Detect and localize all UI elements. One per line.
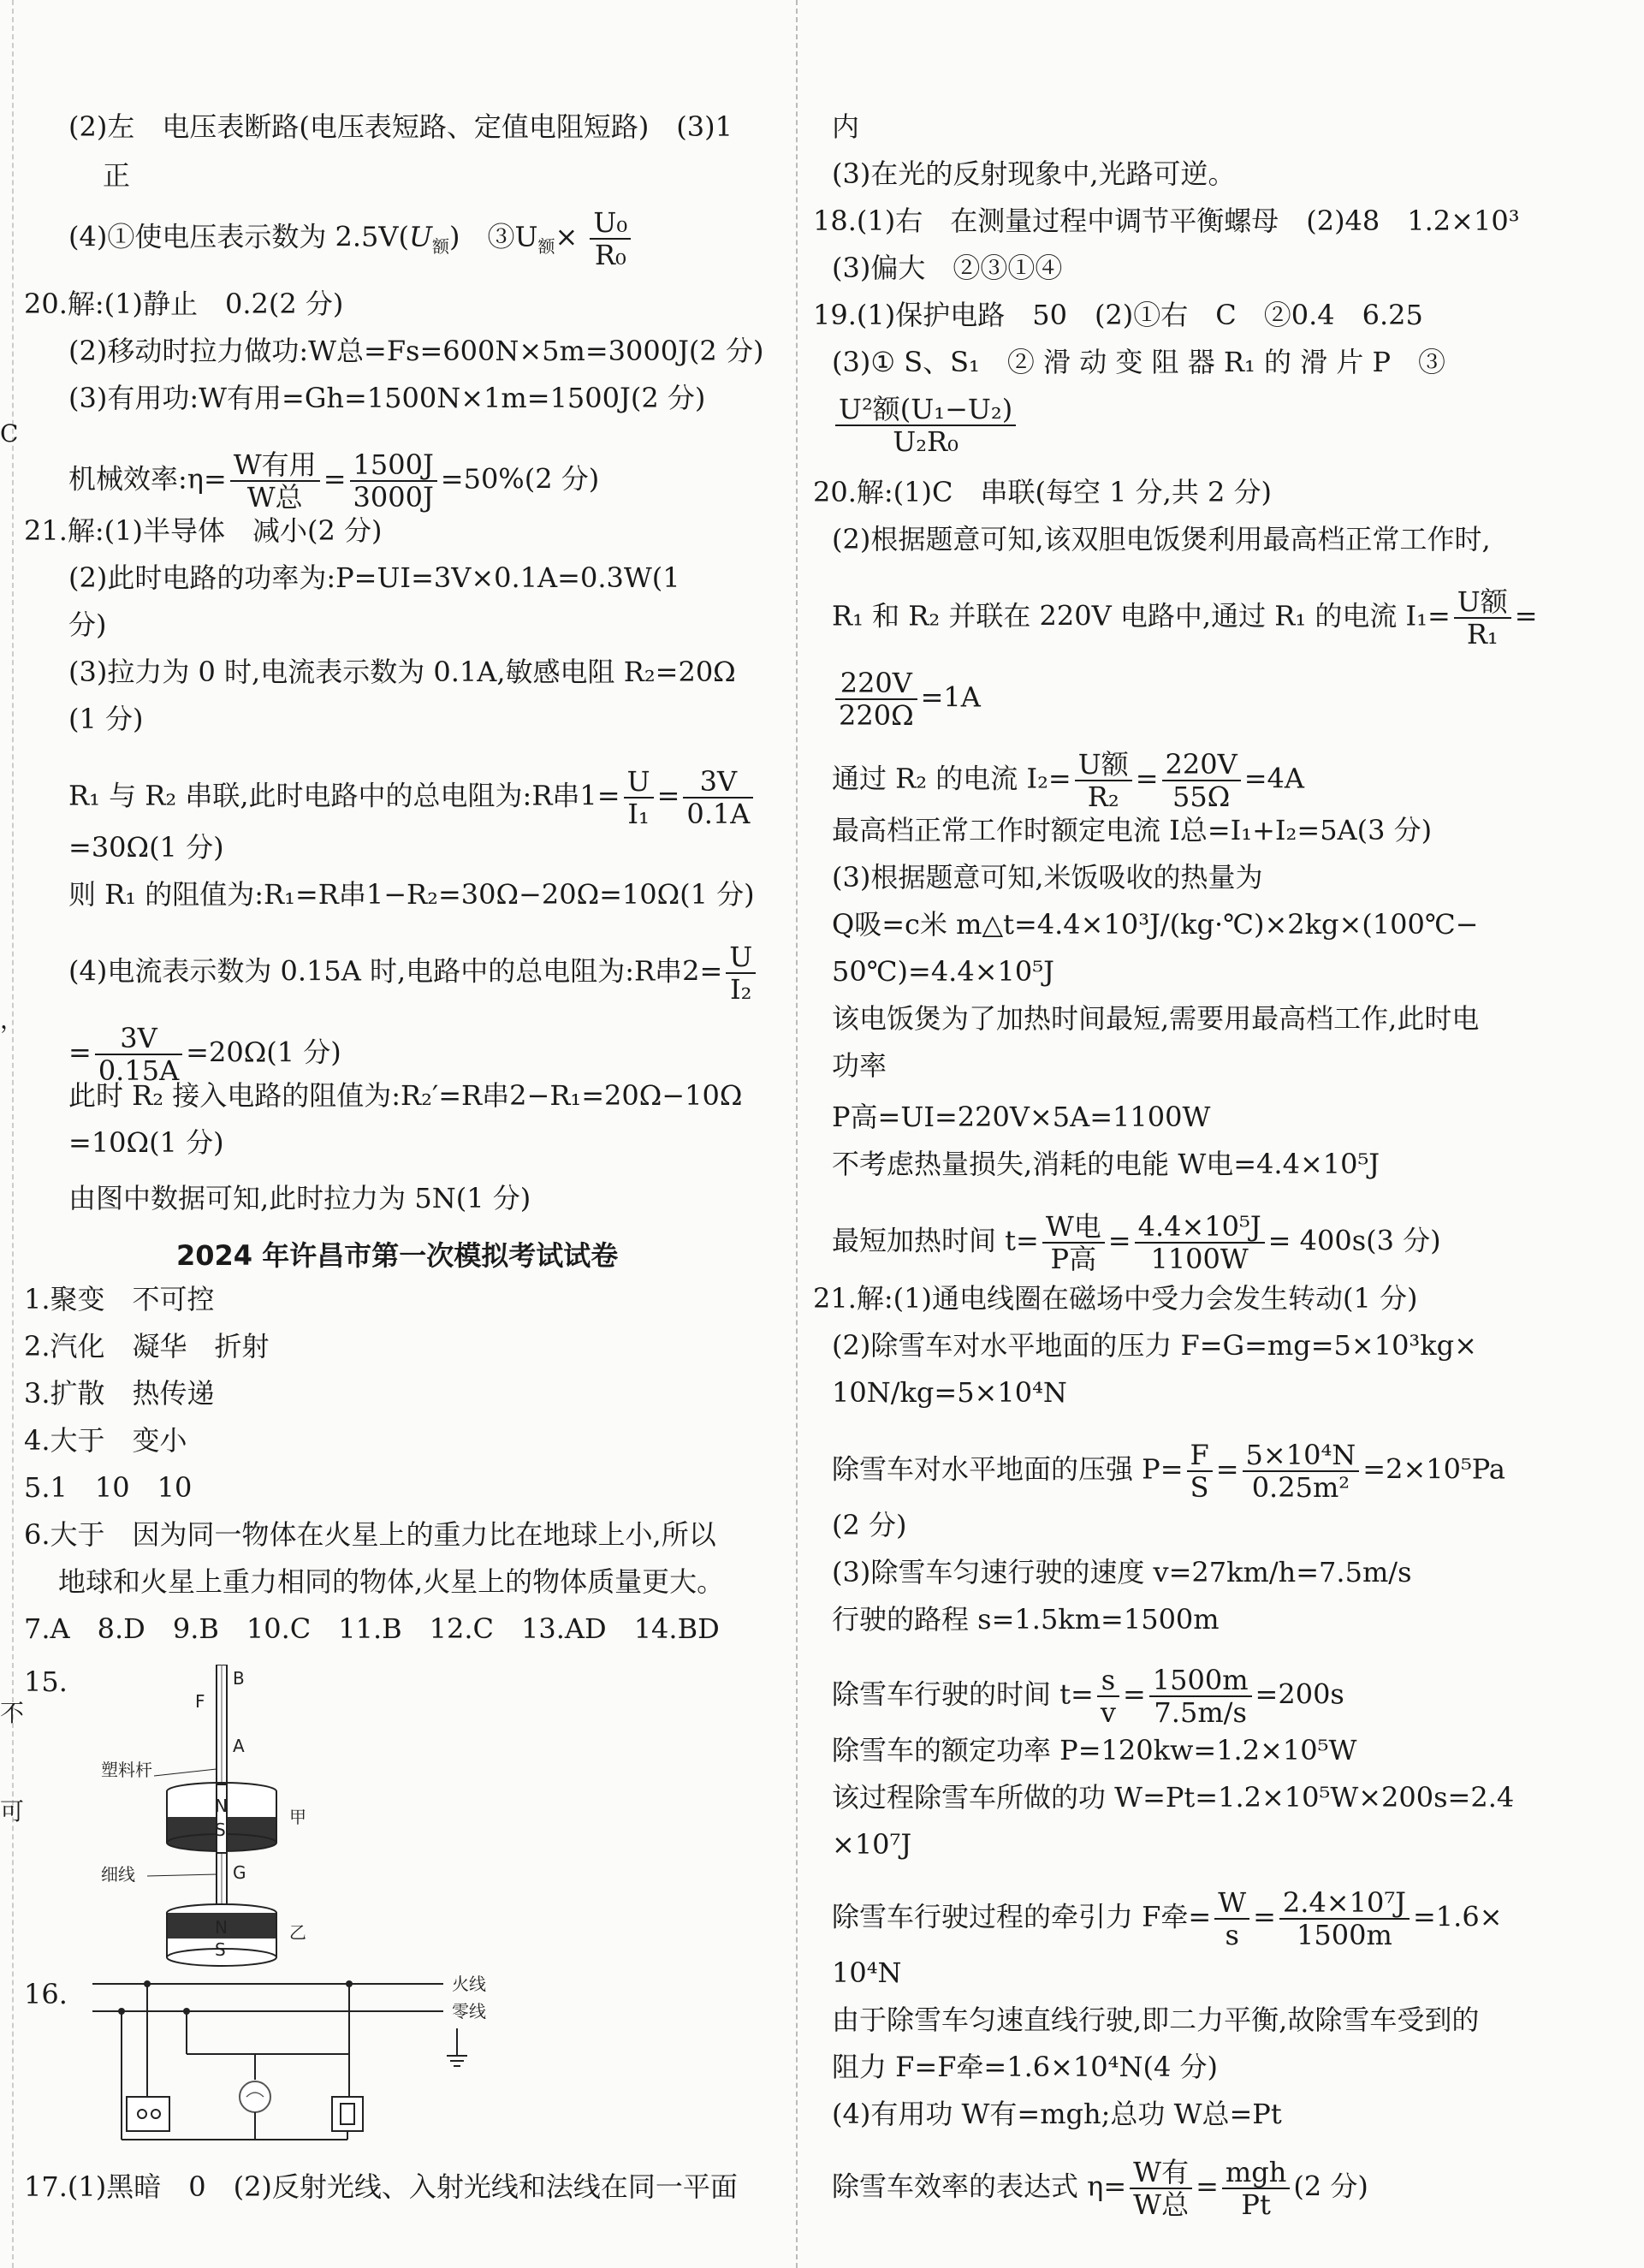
fraction	[1042, 1211, 1105, 1274]
denominator: I₂	[730, 973, 752, 1006]
text-line: (3)有用功:W有用=Gh=1500N×1m=1500J(2 分)	[68, 382, 706, 414]
text: =	[1135, 762, 1159, 795]
denominator: s	[1225, 1919, 1239, 1951]
text: 额	[537, 235, 555, 257]
text-line: (2 分)	[832, 1509, 907, 1541]
text-line: 地球和火星上重力相同的物体,火星上的物体质量更大。	[58, 1565, 725, 1598]
text: 额	[431, 235, 449, 257]
denominator: v	[1100, 1696, 1116, 1729]
text: ×	[555, 220, 579, 253]
text: (4)电流表示数为 0.15A 时,电路中的总电阻为:R串2=	[68, 954, 723, 988]
denominator: W总	[246, 481, 303, 514]
text-line: 由于除雪车匀速直线行驶,即二力平衡,故除雪车受到的	[832, 2004, 1480, 2036]
numerator: 4.4×10⁵J	[1135, 1211, 1265, 1244]
text: =	[1514, 599, 1538, 632]
fraction	[350, 449, 437, 513]
numerator: W电	[1042, 1211, 1105, 1244]
numerator: 1500m	[1149, 1665, 1252, 1697]
text-line	[813, 1211, 1441, 1274]
text-line	[813, 1440, 1505, 1503]
text: = 400s(3 分)	[1267, 1224, 1441, 1257]
text-line: Q吸=c米 m△t=4.4×10³J/(kg·℃)×2kg×(100℃−	[832, 908, 1479, 941]
numerator: U额	[1075, 749, 1132, 781]
denominator: S	[1190, 1471, 1209, 1504]
junction	[346, 1980, 353, 1987]
text: =1.6×	[1412, 1900, 1503, 1933]
text-line: 内	[832, 110, 860, 143]
fraction	[835, 668, 917, 731]
edge-mark: C	[0, 419, 19, 448]
numerator: U²额(U₁−U₂)	[835, 394, 1016, 426]
edge-mark: 可	[0, 1797, 25, 1826]
text: =	[68, 1036, 92, 1069]
denominator: I₁	[627, 798, 650, 830]
text-line: 最高档正常工作时额定电流 I总=I₁+I₂=5A(3 分)	[832, 814, 1433, 846]
denominator: 1500m	[1297, 1919, 1392, 1951]
text: 机械效率:η=	[68, 462, 227, 496]
numerator: 2.4×10⁷J	[1279, 1887, 1410, 1920]
label-yi: 乙	[289, 1922, 306, 1943]
fraction	[683, 766, 753, 829]
text: 除雪车行驶过程的牵引力 F牵=	[832, 1900, 1212, 1933]
junction	[183, 2008, 190, 2015]
denominator: R₂	[1087, 781, 1119, 813]
text-line: =30Ω(1 分)	[68, 831, 224, 864]
text: 除雪车对水平地面的压强 P=	[832, 1452, 1184, 1486]
text-line	[813, 668, 981, 731]
text: =200s	[1255, 1677, 1344, 1711]
denominator: 0.15A	[98, 1054, 180, 1087]
text-line: (2)根据题意可知,该双胆电饭煲利用最高档正常工作时,	[832, 523, 1491, 555]
text: =	[1107, 1224, 1131, 1257]
text-line: 17.(1)黑暗 0 (2)反射光线、入射光线和法线在同一平面	[24, 2170, 738, 2203]
text: 通过 R₂ 的电流 I₂=	[832, 762, 1071, 795]
text-line: (3)① S、S₁ ② 滑 动 变 阻 器 R₁ 的 滑 片 P ③	[832, 346, 1446, 378]
text: =50%(2 分)	[440, 462, 600, 496]
label-live-wire: 火线	[452, 1974, 486, 1994]
fraction	[95, 1023, 182, 1086]
text-line: 由图中数据可知,此时拉力为 5N(1 分)	[68, 1182, 531, 1214]
figure-16-household-circuit	[75, 1968, 537, 2174]
fraction	[726, 941, 756, 1005]
label-thread: 细线	[101, 1864, 135, 1885]
text-line: 行驶的路程 s=1.5km=1500m	[832, 1603, 1220, 1636]
text-line: 20.解:(1)C 串联(每空 1 分,共 2 分)	[813, 476, 1273, 508]
denominator: 55Ω	[1172, 781, 1231, 813]
text-line: 4.大于 变小	[24, 1424, 187, 1457]
figure-15-magnets	[75, 1665, 332, 1973]
text-line: (3)在光的反射现象中,光路可逆。	[832, 157, 1236, 190]
numerator: W有	[1130, 2157, 1192, 2189]
text-line: 21.解:(1)半导体 减小(2 分)	[24, 514, 383, 547]
text-line: 不考虑热量损失,消耗的电能 W电=4.4×10⁵J	[832, 1148, 1380, 1180]
text-line: (2)此时电路的功率为:P=UI=3V×0.1A=0.3W(1	[68, 561, 680, 594]
edge-mark: 不	[0, 1699, 25, 1727]
fraction	[1130, 2157, 1192, 2220]
text-line: P高=UI=220V×5A=1100W	[832, 1101, 1211, 1133]
switch-toggle	[341, 2104, 354, 2124]
denominator: W总	[1133, 2188, 1190, 2221]
text-line: =10Ω(1 分)	[68, 1126, 224, 1159]
rod-through	[217, 1784, 227, 1853]
numerator: 5×10⁴N	[1243, 1440, 1360, 1472]
text-line: (2)左 电压表断路(电压表短路、定值电阻短路) (3)1	[68, 110, 733, 143]
section-title: 2024 年许昌市第一次模拟考试试卷	[176, 1239, 619, 1272]
junction	[144, 1980, 151, 1987]
text-line: (2)除雪车对水平地面的压力 F=G=mg=5×10³kg×	[832, 1329, 1477, 1362]
text-line	[24, 449, 599, 513]
binding-edge-line	[12, 0, 14, 2268]
text-line: 21.解:(1)通电线圈在磁场中受力会发生转动(1 分)	[813, 1282, 1418, 1315]
text-line: ×10⁷J	[832, 1828, 912, 1861]
text-line	[813, 2157, 1368, 2220]
text-line: 正	[103, 159, 131, 192]
text-line: 18.(1)右 在测量过程中调节平衡螺母 (2)48 1.2×10³	[813, 205, 1520, 237]
text-line: 功率	[832, 1049, 887, 1082]
text-line: 5.1 10 10	[24, 1471, 193, 1504]
text-line: 1.聚变 不可控	[24, 1283, 215, 1315]
text-line: 50℃)=4.4×10⁵J	[832, 955, 1054, 988]
text-line: 6.大于 因为同一物体在火星上的重力比在地球上小,所以	[24, 1518, 716, 1551]
text: ) ③U	[448, 220, 538, 253]
fraction	[1097, 1665, 1119, 1728]
text-line	[813, 394, 1019, 457]
edge-mark: ，	[0, 1006, 25, 1034]
text: R₁ 与 R₂ 串联,此时电路中的总电阻为:R串1=	[68, 779, 620, 812]
denominator: 3000J	[353, 481, 434, 514]
denominator: R₀	[594, 239, 626, 271]
text-line	[24, 1023, 341, 1086]
numerator: 1500J	[350, 449, 437, 482]
text-line: 19.(1)保护电路 50 (2)①右 C ②0.4 6.25	[813, 299, 1423, 331]
text-line: 此时 R₂ 接入电路的阻值为:R₂′=R串2−R₁=20Ω−10Ω	[68, 1079, 743, 1112]
fraction	[1187, 1440, 1213, 1503]
label-G: G	[233, 1862, 246, 1883]
text: (2 分)	[1293, 2170, 1368, 2203]
denominator: 0.1A	[686, 798, 751, 830]
text: =	[1215, 1452, 1239, 1486]
fraction	[1149, 1665, 1252, 1728]
denominator: 0.25m²	[1251, 1471, 1350, 1504]
denominator: U₂R₀	[893, 425, 959, 458]
fraction	[1162, 749, 1241, 812]
text-line	[24, 766, 757, 829]
pole-N: N	[215, 1917, 228, 1938]
text-line: 阻力 F=F牵=1.6×10⁴N(4 分)	[832, 2051, 1218, 2083]
text-line: (3)除雪车匀速行驶的速度 v=27km/h=7.5m/s	[832, 1556, 1412, 1588]
denominator: 7.5m/s	[1154, 1696, 1247, 1729]
text-line: 20.解:(1)静止 0.2(2 分)	[24, 288, 344, 320]
text: 最短加热时间 t=	[832, 1224, 1039, 1257]
pole-S: S	[215, 1939, 226, 1960]
text-line: 则 R₁ 的阻值为:R₁=R串1−R₂=30Ω−20Ω=10Ω(1 分)	[68, 878, 755, 911]
text-line: 除雪车的额定功率 P=120kw=1.2×10⁵W	[832, 1734, 1357, 1766]
column-divider	[796, 0, 798, 2268]
pole-S: S	[215, 1820, 226, 1840]
text: U	[409, 220, 432, 253]
fraction	[1279, 1887, 1410, 1950]
text-line: (3)根据题意可知,米饭吸收的热量为	[832, 861, 1263, 894]
text-line: 10N/kg=5×10⁴N	[832, 1376, 1067, 1409]
label-plastic-rod: 塑料杆	[101, 1760, 152, 1780]
fraction	[590, 207, 631, 270]
text: (4)①使电压表示数为 2.5V(	[68, 220, 409, 253]
fraction	[1214, 1887, 1249, 1950]
pole-N: N	[215, 1796, 228, 1816]
numerator: U额	[1454, 586, 1511, 619]
text-line: 该过程除雪车所做的功 W=Pt=1.2×10⁵W×200s=2.4	[832, 1781, 1515, 1814]
text-line: 2.汽化 凝华 折射	[24, 1330, 270, 1363]
fraction	[1222, 2157, 1290, 2220]
text-line: 该电饭煲为了加热时间最短,需要用最高档工作,此时电	[832, 1002, 1480, 1035]
label-B: B	[233, 1668, 245, 1689]
text: =	[1196, 2170, 1219, 2203]
text-line: (2)移动时拉力做功:W总=Fs=600N×5m=3000J(2 分)	[68, 335, 764, 367]
text-line: 15.	[24, 1665, 68, 1698]
fraction	[1075, 749, 1132, 812]
text-line	[813, 749, 1304, 812]
numerator: W	[1214, 1887, 1249, 1920]
numerator: 3V	[95, 1023, 182, 1055]
text-line: 分)	[68, 609, 107, 641]
denominator: 1100W	[1150, 1243, 1249, 1275]
label-F: F	[195, 1691, 205, 1712]
text: =20Ω(1 分)	[186, 1036, 341, 1069]
text: =1A	[920, 680, 981, 714]
label-neutral-wire: 零线	[452, 2001, 486, 2022]
text-line: (4)有用功 W有=mgh;总功 W总=Pt	[832, 2098, 1282, 2130]
label-jia: 甲	[289, 1807, 306, 1827]
socket	[127, 2097, 169, 2131]
label-A: A	[233, 1736, 245, 1756]
numerator: F	[1187, 1440, 1213, 1472]
text-line: 16.	[24, 1978, 68, 2010]
leader-line	[147, 1874, 217, 1876]
fraction	[624, 766, 654, 829]
numerator: 220V	[1162, 749, 1241, 781]
denominator: 220Ω	[839, 699, 914, 732]
text: =	[656, 779, 680, 812]
text-line	[24, 941, 759, 1005]
junction	[118, 2008, 125, 2015]
numerator: mgh	[1222, 2157, 1290, 2189]
text-line: (3)偏大 ②③①④	[832, 252, 1063, 284]
fraction	[835, 394, 1016, 457]
text: =	[323, 462, 347, 496]
denominator: Pt	[1241, 2188, 1271, 2221]
text: 除雪车效率的表达式 η=	[832, 2170, 1127, 2203]
text-line: 3.扩散 热传递	[24, 1377, 215, 1410]
text: =2×10⁵Pa	[1362, 1452, 1505, 1486]
text-line	[24, 207, 634, 270]
text: =4A	[1243, 762, 1304, 795]
denominator: P高	[1050, 1243, 1097, 1275]
text-line: (1 分)	[68, 703, 144, 735]
numerator: s	[1097, 1665, 1119, 1697]
text-line	[813, 586, 1538, 650]
lamp-bulb	[240, 2081, 270, 2112]
denominator: R₁	[1466, 618, 1499, 650]
text-line: (3)拉力为 0 时,电流表示数为 0.1A,敏感电阻 R₂=20Ω	[68, 656, 736, 688]
text-line	[813, 1665, 1344, 1728]
numerator: 220V	[835, 668, 917, 700]
numerator: U	[726, 941, 756, 974]
fraction	[1135, 1211, 1265, 1274]
numerator: W有用	[230, 449, 320, 482]
text-line	[813, 1887, 1503, 1950]
leader-line	[154, 1769, 217, 1776]
fraction	[1454, 586, 1511, 650]
fraction	[230, 449, 320, 513]
text-line: 10⁴N	[832, 1956, 902, 1989]
numerator: U₀	[590, 207, 631, 240]
numerator: 3V	[683, 766, 753, 799]
text: =	[1253, 1900, 1276, 1933]
fraction	[1243, 1440, 1360, 1503]
text-line: 7.A 8.D 9.B 10.C 11.B 12.C 13.AD 14.BD	[24, 1612, 720, 1645]
text: R₁ 和 R₂ 并联在 220V 电路中,通过 R₁ 的电流 I₁=	[832, 599, 1451, 632]
text: 除雪车行驶的时间 t=	[832, 1677, 1094, 1711]
text: =	[1122, 1677, 1146, 1711]
numerator: U	[624, 766, 654, 799]
